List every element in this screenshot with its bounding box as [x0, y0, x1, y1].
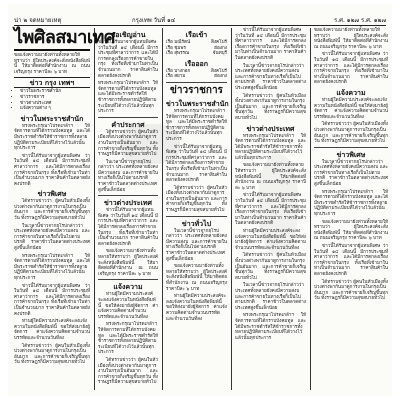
article-body: ข่าวนี้ได้รับมาจากผู้แทนพิเศษ ว่าในวันที่ ๑๔ เดือนนี้ มีการประชุมที่ศาลาว่าการ และได้มีการตกลงเรื่องการค้าขายในกรุง ทั้งเรือที่เข้ามาในท่าเป็นจำนวนมาก ราคาสินค้าในตลาดยังคงปรกติ — [235, 193, 306, 227]
section-heading: ข่าวพิเศษ — [37, 189, 67, 199]
article-body: ข่าวนี้ได้รับมาจากผู้แทนพิเศษ ว่าในวันที่ ๑๔ เดือนนี้ มีการประชุมที่ศาลาว่าการ และได้มีการตกลงเรื่องการค้าขายในกรุง ทั้งเรือที่เข้ามาในท่าเป็นจำนวนมาก ราคาสินค้าในตลาดยังคงปรกติ — [166, 144, 227, 184]
section-heading: เรือออก — [184, 58, 208, 68]
section-heading: ข่าวราชการ — [170, 84, 223, 96]
article-body: ทรงพระกรุณาโปรดเกล้าฯ ให้จัดการตามที่ได้กราบบังคมทูล และได้มีพระราชดำรัสให้ข้าราชการทั้งหลายปฏิบัติตามระเบียบที่ได้วางไว้แล้วนั้นทุกประการ — [235, 133, 306, 161]
article-body: ได้ทราบข่าวว่า ผู้คนในหัวเมืองทั้งปวงต่างพากันมาดูการงานในกรุงเป็นอันมาก และการค้าขายก็เจริญขึ้นทุกวัน ทั้งราษฎรก็มีความสุขสบายทั่วไป — [166, 185, 227, 214]
ship-port: ฮ่องกง — [214, 45, 227, 51]
article-body: ทรงพระกรุณาโปรดเกล้าฯ ให้จัดการตามที่ได้กราบบังคมทูล และได้มีพระราชดำรัสให้ข้าราชการทั้งหลายปฏิบัติตามระเบียบที่ได้วางไว้แล้วนั้นทุกประการ — [98, 322, 158, 356]
article-body: ได้ทราบข่าวว่า ผู้คนในหัวเมืองทั้งปวงต่างพากันมาดูการงานในกรุงเป็นอันมาก และการค้าขายก็เจริญขึ้นทุกวัน ทั้งราษฎรก็มีความสุขสบายทั่วไป — [235, 93, 306, 121]
section-heading: ขอเชิญอ่าน — [110, 30, 146, 39]
column-5 — [314, 28, 388, 392]
ship-name: เรือ สยาม — [166, 74, 186, 80]
article-body: ท่านผู้ใดมีความประสงค์จะลงแจ้งความในหนังสือพิมพ์นี้ ขอให้ส่งมายังผู้จัดการ ค่าแจ้งความคิดตามจำนวนบรรทัดและจำนวนวันที่ลง — [14, 319, 90, 341]
article-body: ขอแจ้งความมายังท่านทั้งหลายให้ทราบว่า ผู้ใดประสงค์จะสั่งหนังสือพิมพ์นี้ ให้มาติดต่อที่สำนักงาน ณ ถนนเจริญกรุง ราคาปีละ ๖ บาท — [314, 28, 388, 50]
divider — [166, 82, 227, 83]
article-body: ได้ทราบข่าวว่า ผู้คนในหัวเมืองทั้งปวงต่างพากันมาดูการงานในกรุงเป็นอันมาก และการค้าขายก็เจริญขึ้นทุกวัน ทั้งราษฎรก็มีความสุขสบายทั่วไป — [98, 357, 158, 386]
article-body: ข่าวนี้ได้รับมาจากผู้แทนพิเศษ ว่าในวันที่ ๑๔ เดือนนี้ มีการประชุมที่ศาลาว่าการ และได้มีการตกลงเรื่องการค้าขายในกรุง ทั้งเรือที่เข้ามาในท่าเป็นจำนวนมาก ราคาสินค้าในตลาดยังคงปรกติ — [98, 40, 158, 79]
list-item: • ข่าวต่างประเทศ — [20, 101, 90, 107]
list-item: • ข่าวราชการ — [20, 95, 90, 101]
section-heading: ข่าวต่างประเทศ — [104, 198, 152, 208]
article-body: ทรงพระกรุณาโปรดเกล้าฯ ให้จัดการตามที่ได้กราบบังคมทูล และได้มีพระราชดำรัสให้ข้าราชการทั้งหลายปฏิบัติตามระเบียบที่ได้วางไว้แล้วนั้นทุกประการ — [314, 189, 388, 218]
article-body: ข่าวนี้ได้รับมาจากผู้แทนพิเศษ ว่าในวันที่ ๑๔ เดือนนี้ มีการประชุมที่ศาลาว่าการ และได้มีการตกลงเรื่องการค้าขายในกรุง ทั้งเรือที่เข้ามาในท่าเป็นจำนวนมาก ราคาสินค้าในตลาดยังคงปรกติ — [14, 283, 90, 317]
column-rule — [162, 28, 163, 390]
column-rule — [231, 28, 232, 390]
column-3 — [166, 28, 227, 392]
divider — [98, 279, 158, 280]
column-rule — [94, 28, 95, 390]
article-body: ข่าวนี้ได้รับมาจากผู้แทนพิเศษ ว่าในวันที่ ๑๔ เดือนนี้ มีการประชุมที่ศาลาว่าการ และได้มีการตกลงเรื่องการค้าขายในกรุง ทั้งเรือที่เข้ามาในท่าเป็นจำนวนมาก ราคาสินค้าในตลาดยังคงปรกติ — [314, 244, 388, 277]
article-body: ท่านผู้ใดมีความประสงค์จะลงแจ้งความในหนังสือพิมพ์นี้ ขอให้ส่งมายังผู้จัดการ ค่าแจ้งความคิดตามจำนวนบรรทัดและจำนวนวันที่ลง — [98, 292, 158, 320]
divider — [314, 147, 388, 148]
article-body: ข่าวนี้ได้รับมาจากผู้แทนพิเศษ ว่าในวันที่ ๑๔ เดือนนี้ มีการประชุมที่ศาลาว่าการ และได้มีการตกลงเรื่องการค้าขายในกรุง ทั้งเรือที่เข้ามาในท่าเป็นจำนวนมาก ราคาสินค้าในตลาดยังคงปรกติ — [235, 28, 306, 61]
article-body: ทรงพระกรุณาโปรดเกล้าฯ ให้จัดการตามที่ได้กราบบังคมทูล และได้มีพระราชดำรัสให้ข้าราชการทั้งหลายปฏิบัติตามระเบียบที่ได้วางไว้แล้วนั้นทุกประการ — [98, 81, 158, 115]
article-body: ได้ทราบข่าวว่า ผู้คนในหัวเมืองทั้งปวงต่างพากันมาดูการงานในกรุงเป็นอันมาก และการค้าขายก็เจริญขึ้นทุกวัน ทั้งราษฎรก็มีความสุขสบายทั่วไป — [98, 129, 158, 158]
ship-name: เรือ บางกอก — [166, 68, 191, 74]
column-rule — [310, 28, 311, 390]
article-body: ในเวลานี้ข่าวจากยุโรปกล่าวว่า ประเทศทั้งหลายยังคงมีความสงบ และการค้าขายในทางเรือก็เป็นไปตามปรกติ ราคาข้าวในตลาดต่างประเทศสูงขึ้นเล็กน้อย — [235, 63, 306, 91]
article-body: ทรงพระกรุณาโปรดเกล้าฯ ให้จัดการตามที่ได้กราบบังคมทูล และได้มีพระราชดำรัสให้ข้าราชการทั้งหลายปฏิบัติตามระเบียบที่ได้วางไว้แล้วนั้นทุกประการ — [14, 253, 90, 281]
article-body: ได้ทราบข่าวว่า ผู้คนในหัวเมืองทั้งปวงต่างพากันมาดูการงานในกรุงเป็นอันมาก และการค้าขายก็เจริญขึ้นทุกวัน ทั้งราษฎรก็มีความสุขสบายทั่วไป — [14, 199, 90, 222]
section-heading: ข่าวในพระราชสำนัก — [20, 113, 84, 123]
column-2 — [98, 28, 158, 392]
article-body: ขอแจ้งความมายังท่านทั้งหลายให้ทราบว่า ผู้ใดประสงค์จะสั่งหนังสือพิมพ์นี้ ให้มาติดต่อที่สำนักงาน ณ ถนนเจริญกรุง ราคาปีละ ๖ บาท — [235, 163, 306, 191]
article-body: ทรงพระกรุณาโปรดเกล้าฯ ให้จัดการตามที่ได้กราบบังคมทูล และได้มีพระราชดำรัสให้ข้าราชการทั้งหลายปฏิบัติตามระเบียบที่ได้วางไว้แล้วนั้นทุกประการ — [166, 108, 227, 142]
column-4 — [235, 28, 306, 392]
divider — [166, 216, 227, 217]
article-body: ในเวลานี้ข่าวจากยุโรปกล่าวว่า ประเทศทั้งหลายยังคงมีความสงบ และการค้าขายในทางเรือก็เป็นไปตามปรกติ ราคาข้าวในตลาดต่างประเทศสูงขึ้นเล็กน้อย — [166, 228, 227, 262]
article-body: ข่าวนี้ได้รับมาจากผู้แทนพิเศษ ว่าในวันที่ ๑๔ เดือนนี้ มีการประชุมที่ศาลาว่าการ และได้มีการตกลงเรื่องการค้าขายในกรุง ทั้งเรือที่เข้ามาในท่าเป็นจำนวนมาก ราคาสินค้าในตลาดยังคงปรกติ — [14, 153, 90, 187]
section-heading: คำประกาศ — [111, 119, 145, 129]
ship-name: เรือ ชุมพร — [166, 45, 186, 51]
article-body: ในเวลานี้ข่าวจากยุโรปกล่าวว่า ประเทศทั้งหลายยังคงมีความสงบ และการค้าขายในทางเรือก็เป็นไปตามปรกติ ราคาข้าวในตลาดต่างประเทศสูงขึ้นเล็กน้อย — [314, 159, 388, 188]
article-body: ในเวลานี้ข่าวจากยุโรปกล่าวว่า ประเทศทั้งหลายยังคงมีความสงบ และการค้าขายในทางเรือก็เป็นไปตามปรกติ ราคาข้าวในตลาดต่างประเทศสูงขึ้นเล็กน้อย — [14, 223, 90, 252]
ship-name: เรือ มณีรัตน์ — [166, 40, 191, 45]
article-body: ท่านผู้ใดมีความประสงค์จะลงแจ้งความในหนังสือพิมพ์นี้ ขอให้ส่งมายังผู้จัดการ ค่าแจ้งความคิดตามจำนวนบรรทัดและจำนวนวันที่ลง — [235, 229, 306, 251]
ship-port: จันทบุรี — [212, 51, 227, 57]
article-body: ได้ทราบข่าวว่า ผู้คนในหัวเมืองทั้งปวงต่างพากันมาดูการงานในกรุงเป็นอันมาก และการค้าขายก็เจริญขึ้นทุกวัน ทั้งราษฎรก็มีความสุขสบายทั่วไป — [14, 343, 90, 366]
ship-port: สิงคโปร์ — [211, 40, 227, 45]
article-body: ขอแจ้งความมายังท่านทั้งหลายให้ทราบว่า ผู้ใดประสงค์จะสั่งหนังสือพิมพ์นี้ ให้มาติดต่อที่สำนักงาน ณ ถนนเจริญกรุง ราคาปีละ ๖ บาท — [14, 53, 90, 75]
contents-list — [14, 89, 90, 111]
article-body: ในเวลานี้ข่าวจากยุโรปกล่าวว่า ประเทศทั้งหลายยังคงมีความสงบ และการค้าขายในทางเรือก็เป็นไปตามปรกติ ราคาข้าวในตลาดต่างประเทศสูงขึ้นเล็กน้อย — [235, 283, 306, 311]
article-body: ท่านผู้ใดมีความประสงค์จะลงแจ้งความในหนังสือพิมพ์นี้ ขอให้ส่งมายังผู้จัดการ ค่าแจ้งความคิดตามจำนวนบรรทัดและจำนวนวันที่ลง — [166, 294, 227, 322]
article-body: ขอแจ้งความมายังท่านทั้งหลายให้ทราบว่า ผู้ใดประสงค์จะสั่งหนังสือพิมพ์นี้ ให้มาติดต่อที่สำนักงาน ณ ถนนเจริญกรุง ราคาปีละ ๖ บาท — [166, 264, 227, 292]
article-body: ทรงพระกรุณาโปรดเกล้าฯ ให้จัดการตามที่ได้กราบบังคมทูล และได้มีพระราชดำรัสให้ข้าราชการทั้งหลายปฏิบัติตามระเบียบที่ได้วางไว้แล้วนั้นทุกประการ — [235, 313, 306, 341]
header-middle: กรุงเทพ วันที่ ๑๔ — [132, 17, 176, 24]
section-subheading: ข่าวในพระราชสำนัก — [166, 98, 229, 108]
article-body: ได้ทราบข่าวว่า ผู้คนในหัวเมืองทั้งปวงต่างพากันมาดูการงานในกรุงเป็นอันมาก และการค้าขายก็เจริญขึ้นทุกวัน ทั้งราษฎรก็มีความสุขสบายทั่วไป — [314, 279, 388, 302]
article-body: ข่าวนี้ได้รับมาจากผู้แทนพิเศษ ว่าในวันที่ ๑๔ เดือนนี้ มีการประชุมที่ศาลาว่าการ และได้มีการตกลงเรื่องการค้าขายในกรุง ทั้งเรือที่เข้ามาในท่าเป็นจำนวนมาก ราคาสินค้าในตลาดยังคงปรกติ — [314, 52, 388, 86]
section-heading: แจ้งความ — [336, 87, 366, 97]
article-body: ขอแจ้งความมายังท่านทั้งหลายให้ทราบว่า ผู้ใดประสงค์จะสั่งหนังสือพิมพ์นี้ ให้มาติดต่อที่สำนักงาน ณ ถนนเจริญกรุง ราคาปีละ ๖ บาท — [314, 219, 389, 242]
ship-row — [166, 74, 227, 80]
section-heading: เรือเข้า — [185, 30, 208, 39]
list-item: • ข่าวในพระราชสำนัก — [20, 89, 90, 95]
article-body: ข่าวนี้ได้รับมาจากผู้แทนพิเศษ ว่าในวันที่ ๑๔ เดือนนี้ มีการประชุมที่ศาลาว่าการ และได้มีการตกลงเรื่องการค้าขายในกรุง ทั้งเรือที่เข้ามาในท่าเป็นจำนวนมาก ราคาสินค้าในตลาดยังคงปรกติ — [98, 208, 158, 247]
column-1 — [14, 27, 115, 392]
section-heading: แจ้งความ — [113, 282, 143, 292]
section-heading: ข่าว กรุง เทพฯ — [14, 77, 90, 88]
page-header-line — [14, 16, 386, 26]
divider — [98, 195, 158, 196]
ship-row — [166, 51, 227, 57]
section-heading: ข่าวต่างประเทศ — [246, 123, 295, 133]
article-body: ในเวลานี้ข่าวจากยุโรปกล่าวว่า ประเทศทั้งหลายยังคงมีความสงบ และการค้าขายในทางเรือก็เป็นไปตามปรกติ ราคาข้าวในตลาดต่างประเทศสูงขึ้นเล็กน้อย — [98, 159, 158, 193]
article-body: ขอแจ้งความมายังท่านทั้งหลายให้ทราบว่า ผู้ใดประสงค์จะสั่งหนังสือพิมพ์นี้ ให้มาติดต่อที่สำนักงาน ณ ถนนเจริญกรุง ราคาปีละ ๖ บาท — [98, 249, 158, 277]
header-right: ร.ศ. ๑๒๗ ร.ศ. ๑๒๗ — [334, 17, 386, 24]
newspaper-page — [8, 4, 392, 396]
ship-port: ฮ่องกง — [214, 74, 227, 80]
masthead-title: ไพศิลสมาเทศ — [14, 28, 90, 51]
section-heading: ข่าวทั่วไป — [181, 218, 212, 228]
ship-port: สิงคโปร์ — [211, 68, 227, 74]
divider — [98, 117, 158, 118]
list-item: • แจ้งความต่าง ๆ — [20, 106, 90, 112]
article-body: ท่านผู้ใดมีความประสงค์จะลงแจ้งความในหนังสือพิมพ์นี้ ขอให้ส่งมายังผู้จัดการ ค่าแจ้งความคิดตามจำนวนบรรทัดและจำนวนวันที่ลง — [314, 97, 388, 120]
article-body: ได้ทราบข่าวว่า ผู้คนในหัวเมืองทั้งปวงต่างพากันมาดูการงานในกรุงเป็นอันมาก และการค้าขายก็เจริญขึ้นทุกวัน ทั้งราษฎรก็มีความสุขสบายทั่วไป — [314, 122, 388, 145]
header-left: น่า ๒ จดหมายเหตุ — [14, 17, 62, 24]
article-body: ทรงพระกรุณาโปรดเกล้าฯ ให้จัดการตามที่ได้กราบบังคมทูล และได้มีพระราชดำรัสให้ข้าราชการทั้งหลายปฏิบัติตามระเบียบที่ได้วางไว้แล้วนั้นทุกประการ — [14, 123, 90, 152]
ship-name: เรือ สุพรรณ — [166, 51, 190, 57]
section-heading: ข่าวพิเศษ — [336, 149, 366, 159]
article-body: ได้ทราบข่าวว่า ผู้คนในหัวเมืองทั้งปวงต่างพากันมาดูการงานในกรุงเป็นอันมาก และการค้าขายก็เจริญขึ้นทุกวัน ทั้งราษฎรก็มีความสุขสบายทั่วไป — [235, 253, 306, 281]
